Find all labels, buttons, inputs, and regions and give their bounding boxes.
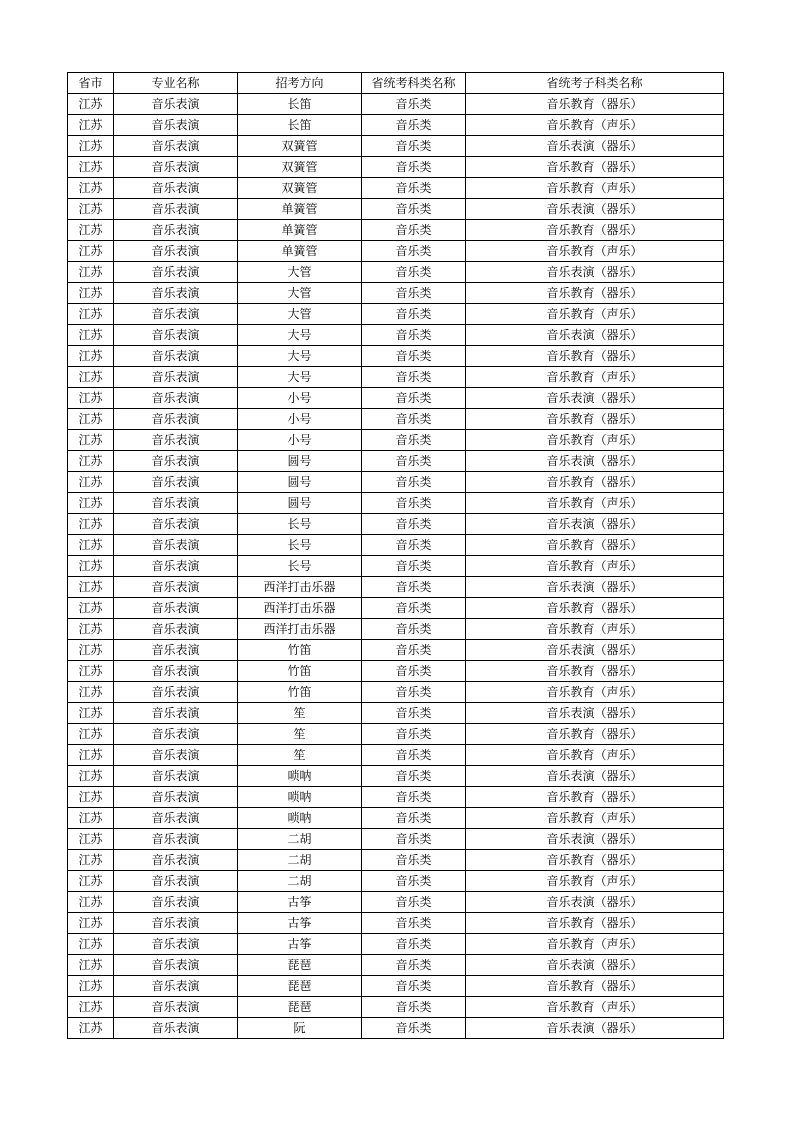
cell-major-name: 音乐表演 <box>114 934 238 955</box>
header-province: 省市 <box>68 73 114 94</box>
cell-direction: 单簧管 <box>238 241 362 262</box>
cell-province: 江苏 <box>68 703 114 724</box>
cell-exam-subcategory: 音乐表演（器乐） <box>466 325 724 346</box>
cell-exam-subcategory: 音乐教育（声乐） <box>466 367 724 388</box>
table-row <box>68 703 724 724</box>
cell-province: 江苏 <box>68 388 114 409</box>
cell-direction: 竹笛 <box>238 640 362 661</box>
table-row <box>68 892 724 913</box>
cell-province: 江苏 <box>68 283 114 304</box>
table-row <box>68 304 724 325</box>
cell-major-name: 音乐表演 <box>114 703 238 724</box>
cell-major-name: 音乐表演 <box>114 829 238 850</box>
cell-direction: 笙 <box>238 724 362 745</box>
cell-province: 江苏 <box>68 430 114 451</box>
table-row <box>68 619 724 640</box>
cell-exam-subcategory: 音乐教育（声乐） <box>466 430 724 451</box>
cell-direction: 琵琶 <box>238 955 362 976</box>
cell-province: 江苏 <box>68 724 114 745</box>
cell-direction: 二胡 <box>238 871 362 892</box>
cell-province: 江苏 <box>68 514 114 535</box>
table-row <box>68 850 724 871</box>
table-row <box>68 451 724 472</box>
cell-exam-subcategory: 音乐表演（器乐） <box>466 703 724 724</box>
cell-major-name: 音乐表演 <box>114 640 238 661</box>
cell-province: 江苏 <box>68 745 114 766</box>
cell-direction: 长笛 <box>238 115 362 136</box>
cell-major-name: 音乐表演 <box>114 388 238 409</box>
cell-major-name: 音乐表演 <box>114 493 238 514</box>
cell-exam-subcategory: 音乐表演（器乐） <box>466 451 724 472</box>
cell-direction: 小号 <box>238 430 362 451</box>
cell-exam-subcategory: 音乐表演（器乐） <box>466 829 724 850</box>
table-row <box>68 598 724 619</box>
table-row <box>68 199 724 220</box>
table-row <box>68 745 724 766</box>
cell-major-name: 音乐表演 <box>114 262 238 283</box>
table-row <box>68 682 724 703</box>
cell-major-name: 音乐表演 <box>114 115 238 136</box>
cell-direction: 单簧管 <box>238 220 362 241</box>
cell-province: 江苏 <box>68 157 114 178</box>
cell-direction: 笙 <box>238 703 362 724</box>
cell-exam-subcategory: 音乐教育（器乐） <box>466 283 724 304</box>
cell-exam-subcategory: 音乐教育（器乐） <box>466 409 724 430</box>
cell-direction: 二胡 <box>238 850 362 871</box>
cell-exam-subcategory: 音乐教育（器乐） <box>466 661 724 682</box>
cell-exam-category: 音乐类 <box>362 241 466 262</box>
cell-exam-subcategory: 音乐教育（器乐） <box>466 976 724 997</box>
cell-direction: 西洋打击乐器 <box>238 577 362 598</box>
cell-direction: 琵琶 <box>238 976 362 997</box>
table-row <box>68 325 724 346</box>
cell-exam-category: 音乐类 <box>362 976 466 997</box>
table-row <box>68 913 724 934</box>
cell-province: 江苏 <box>68 367 114 388</box>
table-row <box>68 577 724 598</box>
cell-major-name: 音乐表演 <box>114 409 238 430</box>
cell-exam-subcategory: 音乐教育（器乐） <box>466 94 724 115</box>
cell-exam-subcategory: 音乐教育（器乐） <box>466 472 724 493</box>
cell-province: 江苏 <box>68 829 114 850</box>
cell-exam-category: 音乐类 <box>362 598 466 619</box>
cell-direction: 长号 <box>238 556 362 577</box>
cell-province: 江苏 <box>68 661 114 682</box>
cell-direction: 西洋打击乐器 <box>238 598 362 619</box>
cell-exam-category: 音乐类 <box>362 997 466 1018</box>
cell-exam-category: 音乐类 <box>362 367 466 388</box>
cell-major-name: 音乐表演 <box>114 997 238 1018</box>
cell-major-name: 音乐表演 <box>114 304 238 325</box>
cell-province: 江苏 <box>68 409 114 430</box>
cell-exam-subcategory: 音乐教育（器乐） <box>466 535 724 556</box>
cell-exam-subcategory: 音乐教育（声乐） <box>466 808 724 829</box>
cell-exam-category: 音乐类 <box>362 115 466 136</box>
cell-direction: 圆号 <box>238 451 362 472</box>
table-row <box>68 724 724 745</box>
cell-exam-subcategory: 音乐教育（声乐） <box>466 556 724 577</box>
table-row <box>68 955 724 976</box>
cell-direction: 大管 <box>238 262 362 283</box>
cell-major-name: 音乐表演 <box>114 745 238 766</box>
cell-province: 江苏 <box>68 577 114 598</box>
cell-direction: 小号 <box>238 409 362 430</box>
cell-major-name: 音乐表演 <box>114 283 238 304</box>
table-row <box>68 535 724 556</box>
cell-province: 江苏 <box>68 199 114 220</box>
cell-province: 江苏 <box>68 682 114 703</box>
table-row <box>68 493 724 514</box>
table-row <box>68 934 724 955</box>
cell-exam-subcategory: 音乐教育（声乐） <box>466 997 724 1018</box>
cell-major-name: 音乐表演 <box>114 598 238 619</box>
cell-direction: 大号 <box>238 325 362 346</box>
cell-exam-category: 音乐类 <box>362 871 466 892</box>
cell-province: 江苏 <box>68 913 114 934</box>
cell-major-name: 音乐表演 <box>114 913 238 934</box>
cell-exam-category: 音乐类 <box>362 955 466 976</box>
table-row <box>68 136 724 157</box>
cell-major-name: 音乐表演 <box>114 136 238 157</box>
cell-exam-category: 音乐类 <box>362 766 466 787</box>
cell-exam-category: 音乐类 <box>362 304 466 325</box>
cell-province: 江苏 <box>68 598 114 619</box>
cell-province: 江苏 <box>68 220 114 241</box>
table-row <box>68 94 724 115</box>
cell-exam-subcategory: 音乐教育（器乐） <box>466 850 724 871</box>
cell-province: 江苏 <box>68 766 114 787</box>
cell-exam-category: 音乐类 <box>362 178 466 199</box>
cell-province: 江苏 <box>68 892 114 913</box>
cell-major-name: 音乐表演 <box>114 661 238 682</box>
cell-direction: 琵琶 <box>238 997 362 1018</box>
cell-exam-category: 音乐类 <box>362 472 466 493</box>
cell-exam-subcategory: 音乐表演（器乐） <box>466 388 724 409</box>
cell-province: 江苏 <box>68 241 114 262</box>
table-row <box>68 346 724 367</box>
cell-major-name: 音乐表演 <box>114 871 238 892</box>
cell-exam-subcategory: 音乐教育（声乐） <box>466 682 724 703</box>
cell-province: 江苏 <box>68 640 114 661</box>
cell-direction: 长笛 <box>238 94 362 115</box>
table-row <box>68 430 724 451</box>
cell-direction: 长号 <box>238 535 362 556</box>
cell-direction: 大管 <box>238 304 362 325</box>
cell-exam-subcategory: 音乐教育（器乐） <box>466 913 724 934</box>
cell-province: 江苏 <box>68 262 114 283</box>
cell-direction: 长号 <box>238 514 362 535</box>
cell-major-name: 音乐表演 <box>114 94 238 115</box>
cell-exam-subcategory: 音乐教育（器乐） <box>466 598 724 619</box>
table-row <box>68 829 724 850</box>
cell-major-name: 音乐表演 <box>114 220 238 241</box>
cell-exam-category: 音乐类 <box>362 1018 466 1039</box>
table-row <box>68 115 724 136</box>
cell-exam-category: 音乐类 <box>362 388 466 409</box>
cell-major-name: 音乐表演 <box>114 157 238 178</box>
table-row <box>68 556 724 577</box>
cell-exam-category: 音乐类 <box>362 724 466 745</box>
cell-province: 江苏 <box>68 115 114 136</box>
cell-province: 江苏 <box>68 850 114 871</box>
cell-province: 江苏 <box>68 871 114 892</box>
cell-direction: 古筝 <box>238 913 362 934</box>
cell-exam-category: 音乐类 <box>362 913 466 934</box>
cell-direction: 阮 <box>238 1018 362 1039</box>
cell-exam-category: 音乐类 <box>362 619 466 640</box>
cell-exam-category: 音乐类 <box>362 493 466 514</box>
cell-exam-subcategory: 音乐教育（声乐） <box>466 493 724 514</box>
cell-major-name: 音乐表演 <box>114 1018 238 1039</box>
cell-exam-category: 音乐类 <box>362 787 466 808</box>
table-header <box>68 73 724 94</box>
cell-direction: 双簧管 <box>238 178 362 199</box>
header-direction: 招考方向 <box>238 73 362 94</box>
cell-exam-category: 音乐类 <box>362 850 466 871</box>
cell-province: 江苏 <box>68 619 114 640</box>
cell-exam-category: 音乐类 <box>362 136 466 157</box>
table-row <box>68 514 724 535</box>
cell-major-name: 音乐表演 <box>114 241 238 262</box>
table-row <box>68 472 724 493</box>
table-row <box>68 409 724 430</box>
cell-exam-category: 音乐类 <box>362 934 466 955</box>
cell-direction: 二胡 <box>238 829 362 850</box>
cell-direction: 圆号 <box>238 493 362 514</box>
cell-exam-subcategory: 音乐教育（声乐） <box>466 619 724 640</box>
table-body <box>68 94 724 1039</box>
cell-exam-category: 音乐类 <box>362 283 466 304</box>
table-row <box>68 997 724 1018</box>
cell-exam-category: 音乐类 <box>362 94 466 115</box>
table-row <box>68 388 724 409</box>
cell-major-name: 音乐表演 <box>114 724 238 745</box>
cell-exam-subcategory: 音乐表演（器乐） <box>466 892 724 913</box>
cell-province: 江苏 <box>68 535 114 556</box>
cell-direction: 大管 <box>238 283 362 304</box>
cell-direction: 古筝 <box>238 934 362 955</box>
cell-province: 江苏 <box>68 325 114 346</box>
table-row <box>68 808 724 829</box>
cell-province: 江苏 <box>68 997 114 1018</box>
cell-exam-category: 音乐类 <box>362 556 466 577</box>
header-exam-category: 省统考科类名称 <box>362 73 466 94</box>
cell-major-name: 音乐表演 <box>114 430 238 451</box>
cell-major-name: 音乐表演 <box>114 682 238 703</box>
cell-exam-category: 音乐类 <box>362 829 466 850</box>
cell-major-name: 音乐表演 <box>114 850 238 871</box>
cell-direction: 竹笛 <box>238 682 362 703</box>
cell-major-name: 音乐表演 <box>114 808 238 829</box>
cell-province: 江苏 <box>68 955 114 976</box>
cell-exam-category: 音乐类 <box>362 892 466 913</box>
cell-province: 江苏 <box>68 1018 114 1039</box>
cell-exam-subcategory: 音乐教育（器乐） <box>466 220 724 241</box>
cell-province: 江苏 <box>68 94 114 115</box>
cell-exam-category: 音乐类 <box>362 451 466 472</box>
cell-exam-category: 音乐类 <box>362 220 466 241</box>
cell-exam-category: 音乐类 <box>362 157 466 178</box>
cell-exam-subcategory: 音乐表演（器乐） <box>466 640 724 661</box>
cell-exam-category: 音乐类 <box>362 325 466 346</box>
table-row <box>68 871 724 892</box>
cell-direction: 唢呐 <box>238 766 362 787</box>
cell-direction: 小号 <box>238 388 362 409</box>
cell-major-name: 音乐表演 <box>114 199 238 220</box>
cell-exam-subcategory: 音乐表演（器乐） <box>466 1018 724 1039</box>
cell-province: 江苏 <box>68 178 114 199</box>
table-row <box>68 661 724 682</box>
cell-direction: 大号 <box>238 346 362 367</box>
cell-exam-subcategory: 音乐表演（器乐） <box>466 766 724 787</box>
header-major-name: 专业名称 <box>114 73 238 94</box>
cell-exam-category: 音乐类 <box>362 703 466 724</box>
cell-province: 江苏 <box>68 493 114 514</box>
table-row <box>68 787 724 808</box>
cell-exam-category: 音乐类 <box>362 430 466 451</box>
cell-exam-category: 音乐类 <box>362 682 466 703</box>
cell-major-name: 音乐表演 <box>114 514 238 535</box>
cell-province: 江苏 <box>68 451 114 472</box>
cell-exam-subcategory: 音乐教育（声乐） <box>466 304 724 325</box>
cell-direction: 竹笛 <box>238 661 362 682</box>
cell-province: 江苏 <box>68 808 114 829</box>
cell-major-name: 音乐表演 <box>114 619 238 640</box>
table-row <box>68 976 724 997</box>
cell-exam-category: 音乐类 <box>362 745 466 766</box>
table-row <box>68 640 724 661</box>
cell-province: 江苏 <box>68 976 114 997</box>
cell-province: 江苏 <box>68 346 114 367</box>
cell-exam-subcategory: 音乐表演（器乐） <box>466 262 724 283</box>
cell-exam-category: 音乐类 <box>362 808 466 829</box>
table-row <box>68 157 724 178</box>
cell-exam-subcategory: 音乐表演（器乐） <box>466 199 724 220</box>
cell-exam-subcategory: 音乐教育（声乐） <box>466 115 724 136</box>
cell-exam-category: 音乐类 <box>362 640 466 661</box>
table-row <box>68 178 724 199</box>
cell-major-name: 音乐表演 <box>114 766 238 787</box>
cell-exam-subcategory: 音乐教育（器乐） <box>466 346 724 367</box>
cell-major-name: 音乐表演 <box>114 178 238 199</box>
cell-exam-category: 音乐类 <box>362 661 466 682</box>
cell-major-name: 音乐表演 <box>114 556 238 577</box>
cell-direction: 双簧管 <box>238 157 362 178</box>
cell-province: 江苏 <box>68 934 114 955</box>
cell-province: 江苏 <box>68 304 114 325</box>
cell-exam-subcategory: 音乐表演（器乐） <box>466 955 724 976</box>
cell-exam-subcategory: 音乐教育（声乐） <box>466 745 724 766</box>
cell-direction: 西洋打击乐器 <box>238 619 362 640</box>
cell-major-name: 音乐表演 <box>114 976 238 997</box>
cell-major-name: 音乐表演 <box>114 367 238 388</box>
cell-major-name: 音乐表演 <box>114 472 238 493</box>
cell-major-name: 音乐表演 <box>114 535 238 556</box>
cell-exam-subcategory: 音乐教育（声乐） <box>466 934 724 955</box>
cell-exam-subcategory: 音乐教育（器乐） <box>466 787 724 808</box>
cell-exam-subcategory: 音乐教育（器乐） <box>466 157 724 178</box>
cell-exam-category: 音乐类 <box>362 199 466 220</box>
cell-major-name: 音乐表演 <box>114 787 238 808</box>
cell-exam-category: 音乐类 <box>362 262 466 283</box>
cell-province: 江苏 <box>68 787 114 808</box>
header-exam-subcategory: 省统考子科类名称 <box>466 73 724 94</box>
cell-direction: 大号 <box>238 367 362 388</box>
cell-major-name: 音乐表演 <box>114 577 238 598</box>
cell-major-name: 音乐表演 <box>114 955 238 976</box>
cell-exam-category: 音乐类 <box>362 409 466 430</box>
cell-exam-category: 音乐类 <box>362 514 466 535</box>
cell-major-name: 音乐表演 <box>114 451 238 472</box>
table-row <box>68 766 724 787</box>
cell-province: 江苏 <box>68 472 114 493</box>
cell-exam-subcategory: 音乐表演（器乐） <box>466 136 724 157</box>
table-row <box>68 283 724 304</box>
cell-exam-subcategory: 音乐教育（器乐） <box>466 724 724 745</box>
cell-direction: 单簧管 <box>238 199 362 220</box>
cell-major-name: 音乐表演 <box>114 346 238 367</box>
table-row <box>68 367 724 388</box>
table-row <box>68 1018 724 1039</box>
cell-direction: 唢呐 <box>238 808 362 829</box>
table-row <box>68 220 724 241</box>
cell-exam-subcategory: 音乐教育（声乐） <box>466 871 724 892</box>
cell-exam-category: 音乐类 <box>362 577 466 598</box>
cell-province: 江苏 <box>68 556 114 577</box>
cell-direction: 笙 <box>238 745 362 766</box>
cell-direction: 双簧管 <box>238 136 362 157</box>
cell-direction: 唢呐 <box>238 787 362 808</box>
header-row <box>68 73 724 94</box>
table-row <box>68 262 724 283</box>
admissions-table <box>67 72 724 1039</box>
cell-province: 江苏 <box>68 136 114 157</box>
cell-exam-subcategory: 音乐表演（器乐） <box>466 577 724 598</box>
cell-direction: 古筝 <box>238 892 362 913</box>
cell-direction: 圆号 <box>238 472 362 493</box>
table-row <box>68 241 724 262</box>
cell-exam-subcategory: 音乐表演（器乐） <box>466 514 724 535</box>
cell-major-name: 音乐表演 <box>114 325 238 346</box>
cell-exam-subcategory: 音乐教育（声乐） <box>466 178 724 199</box>
cell-exam-category: 音乐类 <box>362 535 466 556</box>
cell-exam-subcategory: 音乐教育（声乐） <box>466 241 724 262</box>
cell-major-name: 音乐表演 <box>114 892 238 913</box>
cell-exam-category: 音乐类 <box>362 346 466 367</box>
